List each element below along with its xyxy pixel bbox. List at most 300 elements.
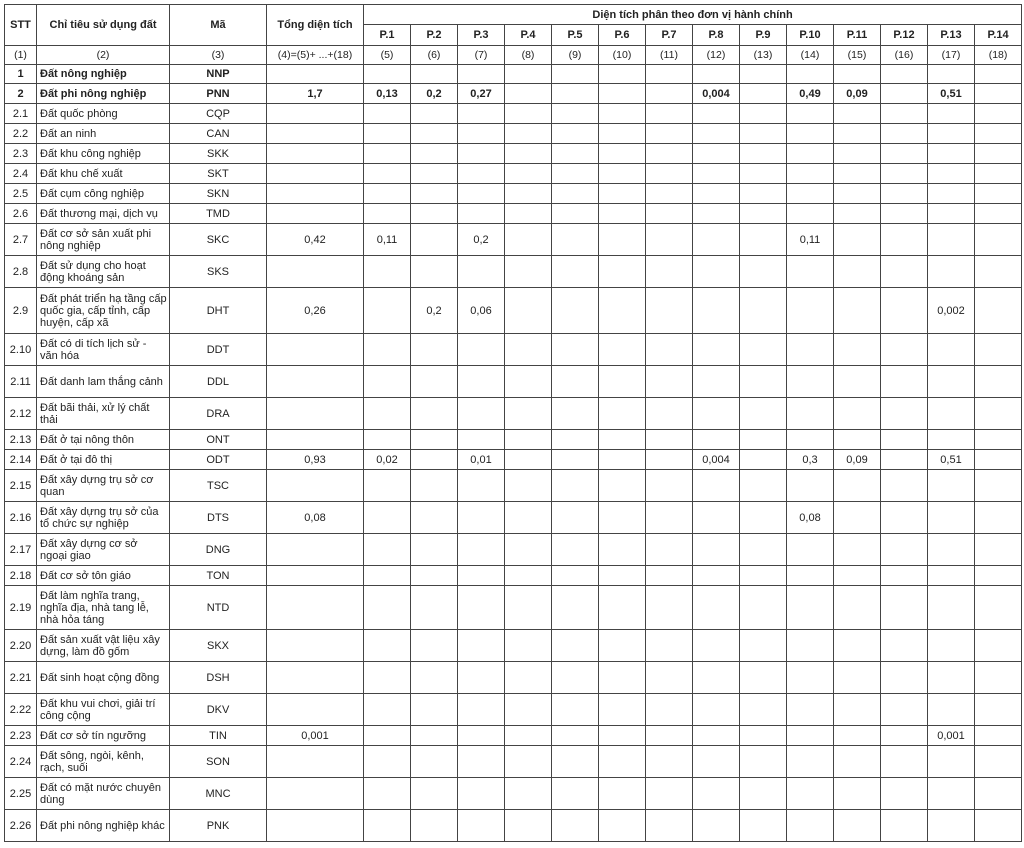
row-ward-11-area	[834, 810, 881, 842]
row-ward-5-area	[552, 534, 599, 566]
row-stt: 2.3	[5, 144, 37, 164]
row-ward-2-area	[411, 124, 458, 144]
row-total-area: 0,93	[267, 450, 364, 470]
row-ward-6-area	[599, 124, 646, 144]
row-ward-12-area	[881, 470, 928, 502]
row-stt: 2.25	[5, 778, 37, 810]
row-land-use-name: Đất an ninh	[37, 124, 170, 144]
row-ward-5-area	[552, 502, 599, 534]
row-ward-14-area	[975, 534, 1022, 566]
row-code: PNK	[170, 810, 267, 842]
row-ward-6-area	[599, 366, 646, 398]
row-ward-10-area	[787, 566, 834, 586]
row-ward-4-area	[505, 398, 552, 430]
column-index-cell: (18)	[975, 46, 1022, 65]
row-ward-3-area	[458, 586, 505, 630]
row-ward-4-area	[505, 662, 552, 694]
row-stt: 2.4	[5, 164, 37, 184]
row-ward-6-area	[599, 164, 646, 184]
row-ward-6-area	[599, 450, 646, 470]
row-ward-4-area	[505, 224, 552, 256]
row-ward-4-area	[505, 746, 552, 778]
row-total-area	[267, 204, 364, 224]
row-land-use-name: Đất sinh hoạt cộng đồng	[37, 662, 170, 694]
row-ward-5-area	[552, 288, 599, 334]
row-ward-3-area	[458, 430, 505, 450]
header-ward-9: P.9	[740, 25, 787, 46]
row-ward-6-area	[599, 470, 646, 502]
row-total-area	[267, 104, 364, 124]
row-ward-7-area	[646, 566, 693, 586]
row-ward-10-area	[787, 65, 834, 84]
row-ward-13-area: 0,002	[928, 288, 975, 334]
header-ward-10: P.10	[787, 25, 834, 46]
row-stt: 2.10	[5, 334, 37, 366]
row-stt: 2.17	[5, 534, 37, 566]
row-ward-13-area: 0,001	[928, 726, 975, 746]
row-ward-13-area	[928, 502, 975, 534]
row-ward-2-area	[411, 450, 458, 470]
row-ward-6-area	[599, 104, 646, 124]
row-ward-4-area	[505, 124, 552, 144]
row-stt: 2.18	[5, 566, 37, 586]
row-ward-11-area	[834, 144, 881, 164]
row-ward-13-area	[928, 534, 975, 566]
table-row	[5, 288, 1022, 334]
row-ward-2-area	[411, 662, 458, 694]
row-ward-2-area	[411, 534, 458, 566]
row-ward-11-area	[834, 694, 881, 726]
row-ward-5-area	[552, 65, 599, 84]
row-ward-12-area	[881, 694, 928, 726]
row-ward-14-area	[975, 144, 1022, 164]
row-ward-13-area: 0,51	[928, 84, 975, 104]
row-ward-11-area: 0,09	[834, 450, 881, 470]
row-ward-10-area	[787, 694, 834, 726]
row-code: CAN	[170, 124, 267, 144]
row-ward-9-area	[740, 288, 787, 334]
row-ward-8-area	[693, 65, 740, 84]
row-ward-14-area	[975, 398, 1022, 430]
row-ward-7-area	[646, 144, 693, 164]
row-ward-5-area	[552, 334, 599, 366]
column-index-cell: (5)	[364, 46, 411, 65]
row-land-use-name: Đất xây dựng cơ sở ngoại giao	[37, 534, 170, 566]
row-ward-1-area	[364, 586, 411, 630]
row-ward-14-area	[975, 630, 1022, 662]
table-row	[5, 726, 1022, 746]
table-row	[5, 810, 1022, 842]
row-ward-10-area	[787, 398, 834, 430]
row-total-area	[267, 662, 364, 694]
row-total-area	[267, 124, 364, 144]
row-ward-9-area	[740, 256, 787, 288]
row-stt: 2.21	[5, 662, 37, 694]
row-ward-6-area	[599, 256, 646, 288]
row-code: NNP	[170, 65, 267, 84]
row-total-area	[267, 566, 364, 586]
row-ward-6-area	[599, 204, 646, 224]
row-ward-3-area	[458, 124, 505, 144]
row-ward-2-area	[411, 184, 458, 204]
row-ward-5-area	[552, 204, 599, 224]
row-ward-10-area: 0,49	[787, 84, 834, 104]
row-ward-10-area	[787, 586, 834, 630]
row-ward-5-area	[552, 778, 599, 810]
row-stt: 2.15	[5, 470, 37, 502]
row-ward-14-area	[975, 746, 1022, 778]
row-total-area	[267, 810, 364, 842]
row-ward-9-area	[740, 470, 787, 502]
column-index-cell: (3)	[170, 46, 267, 65]
row-ward-13-area	[928, 224, 975, 256]
row-ward-4-area	[505, 204, 552, 224]
row-total-area	[267, 534, 364, 566]
row-ward-6-area	[599, 224, 646, 256]
row-ward-14-area	[975, 204, 1022, 224]
row-ward-2-area	[411, 65, 458, 84]
table-row	[5, 586, 1022, 630]
row-ward-7-area	[646, 366, 693, 398]
row-ward-3-area: 0,2	[458, 224, 505, 256]
row-ward-8-area	[693, 630, 740, 662]
row-total-area	[267, 630, 364, 662]
row-code: TMD	[170, 204, 267, 224]
row-stt: 2.5	[5, 184, 37, 204]
row-ward-11-area	[834, 586, 881, 630]
column-index-cell: (13)	[740, 46, 787, 65]
row-ward-13-area	[928, 204, 975, 224]
row-ward-4-area	[505, 630, 552, 662]
row-ward-14-area	[975, 502, 1022, 534]
row-ward-11-area	[834, 662, 881, 694]
row-ward-11-area	[834, 566, 881, 586]
header-ward-4: P.4	[505, 25, 552, 46]
row-ward-11-area	[834, 104, 881, 124]
row-ward-2-area	[411, 502, 458, 534]
row-land-use-name: Đất phát triển hạ tầng cấp quốc gia, cấp tỉnh, cấp huyện, cấp xã	[37, 288, 170, 334]
row-ward-2-area	[411, 726, 458, 746]
row-ward-1-area	[364, 65, 411, 84]
row-ward-13-area	[928, 164, 975, 184]
row-ward-5-area	[552, 566, 599, 586]
row-ward-10-area	[787, 164, 834, 184]
row-land-use-name: Đất phi nông nghiệp	[37, 84, 170, 104]
row-ward-2-area	[411, 566, 458, 586]
row-ward-14-area	[975, 124, 1022, 144]
row-ward-9-area	[740, 534, 787, 566]
row-ward-6-area	[599, 144, 646, 164]
row-ward-3-area	[458, 144, 505, 164]
header-area-by-administrative-unit: Diện tích phân theo đơn vị hành chính	[364, 5, 1022, 25]
row-total-area	[267, 65, 364, 84]
row-land-use-name: Đất bãi thải, xử lý chất thải	[37, 398, 170, 430]
row-stt: 2.12	[5, 398, 37, 430]
row-code: SKX	[170, 630, 267, 662]
row-ward-11-area	[834, 502, 881, 534]
row-total-area	[267, 164, 364, 184]
row-ward-4-area	[505, 366, 552, 398]
row-ward-6-area	[599, 502, 646, 534]
row-ward-11-area	[834, 164, 881, 184]
row-code: DDL	[170, 366, 267, 398]
row-ward-10-area	[787, 778, 834, 810]
row-ward-7-area	[646, 586, 693, 630]
row-ward-4-area	[505, 430, 552, 450]
row-land-use-name: Đất sử dụng cho hoạt động khoáng sản	[37, 256, 170, 288]
row-stt: 2.8	[5, 256, 37, 288]
row-code: SKK	[170, 144, 267, 164]
row-ward-10-area	[787, 726, 834, 746]
row-ward-3-area	[458, 746, 505, 778]
row-ward-9-area	[740, 566, 787, 586]
table-row	[5, 778, 1022, 810]
row-ward-7-area	[646, 256, 693, 288]
row-ward-3-area	[458, 65, 505, 84]
table-row	[5, 256, 1022, 288]
row-ward-5-area	[552, 144, 599, 164]
row-ward-2-area	[411, 204, 458, 224]
row-ward-12-area	[881, 184, 928, 204]
row-ward-6-area	[599, 184, 646, 204]
row-ward-4-area	[505, 184, 552, 204]
row-ward-2-area	[411, 694, 458, 726]
row-ward-11-area: 0,09	[834, 84, 881, 104]
row-ward-3-area	[458, 630, 505, 662]
row-land-use-name: Đất xây dựng trụ sở cơ quan	[37, 470, 170, 502]
row-ward-12-area	[881, 810, 928, 842]
row-ward-2-area	[411, 144, 458, 164]
row-ward-5-area	[552, 694, 599, 726]
row-ward-3-area	[458, 694, 505, 726]
row-code: SKT	[170, 164, 267, 184]
row-stt: 2.19	[5, 586, 37, 630]
row-ward-14-area	[975, 662, 1022, 694]
row-ward-12-area	[881, 630, 928, 662]
row-land-use-name: Đất khu công nghiệp	[37, 144, 170, 164]
row-ward-12-area	[881, 726, 928, 746]
row-ward-10-area	[787, 430, 834, 450]
row-ward-5-area	[552, 430, 599, 450]
row-ward-4-area	[505, 144, 552, 164]
column-index-cell: (4)=(5)+ ...+(18)	[267, 46, 364, 65]
row-ward-7-area	[646, 450, 693, 470]
row-ward-1-area	[364, 204, 411, 224]
row-ward-9-area	[740, 144, 787, 164]
row-ward-12-area	[881, 288, 928, 334]
row-code: PNN	[170, 84, 267, 104]
row-ward-5-area	[552, 630, 599, 662]
row-ward-7-area	[646, 726, 693, 746]
row-total-area	[267, 398, 364, 430]
row-ward-3-area	[458, 470, 505, 502]
row-stt: 2.1	[5, 104, 37, 124]
row-ward-12-area	[881, 366, 928, 398]
table-row	[5, 164, 1022, 184]
row-ward-3-area	[458, 502, 505, 534]
row-ward-4-area	[505, 778, 552, 810]
row-ward-14-area	[975, 726, 1022, 746]
row-ward-9-area	[740, 398, 787, 430]
row-ward-4-area	[505, 334, 552, 366]
row-ward-4-area	[505, 104, 552, 124]
row-land-use-name: Đất khu vui chơi, giải trí công cộng	[37, 694, 170, 726]
row-ward-11-area	[834, 288, 881, 334]
row-ward-9-area	[740, 450, 787, 470]
row-ward-12-area	[881, 398, 928, 430]
row-ward-10-area	[787, 470, 834, 502]
row-ward-8-area	[693, 184, 740, 204]
row-land-use-name: Đất danh lam thắng cảnh	[37, 366, 170, 398]
row-ward-7-area	[646, 810, 693, 842]
row-ward-1-area	[364, 694, 411, 726]
row-ward-5-area	[552, 124, 599, 144]
row-ward-14-area	[975, 566, 1022, 586]
row-code: TON	[170, 566, 267, 586]
row-land-use-name: Đất có di tích lịch sử - văn hóa	[37, 334, 170, 366]
row-ward-1-area	[364, 288, 411, 334]
row-ward-1-area	[364, 566, 411, 586]
row-ward-14-area	[975, 470, 1022, 502]
row-ward-4-area	[505, 470, 552, 502]
row-land-use-name: Đất quốc phòng	[37, 104, 170, 124]
row-ward-9-area	[740, 334, 787, 366]
row-ward-10-area: 0,11	[787, 224, 834, 256]
row-ward-3-area	[458, 662, 505, 694]
row-ward-7-area	[646, 164, 693, 184]
row-ward-11-area	[834, 630, 881, 662]
row-ward-4-area	[505, 566, 552, 586]
table-row	[5, 334, 1022, 366]
row-ward-5-area	[552, 726, 599, 746]
row-stt: 1	[5, 65, 37, 84]
row-code: ONT	[170, 430, 267, 450]
row-code: ODT	[170, 450, 267, 470]
row-ward-7-area	[646, 204, 693, 224]
header-ward-14: P.14	[975, 25, 1022, 46]
row-ward-8-area	[693, 334, 740, 366]
row-code: SKC	[170, 224, 267, 256]
row-ward-3-area: 0,06	[458, 288, 505, 334]
row-ward-4-area	[505, 810, 552, 842]
row-ward-11-area	[834, 224, 881, 256]
row-ward-7-area	[646, 534, 693, 566]
row-ward-12-area	[881, 65, 928, 84]
row-ward-10-area	[787, 144, 834, 164]
row-ward-4-area	[505, 450, 552, 470]
row-total-area	[267, 694, 364, 726]
row-ward-4-area	[505, 502, 552, 534]
row-ward-6-area	[599, 810, 646, 842]
row-ward-5-area	[552, 746, 599, 778]
row-ward-5-area	[552, 470, 599, 502]
table-row	[5, 65, 1022, 84]
row-land-use-name: Đất sản xuất vật liệu xây dựng, làm đồ gốm	[37, 630, 170, 662]
row-ward-8-area	[693, 694, 740, 726]
row-land-use-name: Đất sông, ngòi, kênh, rạch, suối	[37, 746, 170, 778]
header-ward-1: P.1	[364, 25, 411, 46]
row-ward-10-area	[787, 366, 834, 398]
column-index-cell: (1)	[5, 46, 37, 65]
row-ward-13-area	[928, 630, 975, 662]
row-code: TSC	[170, 470, 267, 502]
row-ward-5-area	[552, 586, 599, 630]
row-ward-12-area	[881, 450, 928, 470]
table-row	[5, 144, 1022, 164]
row-total-area: 1,7	[267, 84, 364, 104]
row-ward-7-area	[646, 84, 693, 104]
header-ward-6: P.6	[599, 25, 646, 46]
row-ward-5-area	[552, 184, 599, 204]
row-stt: 2.24	[5, 746, 37, 778]
row-ward-10-area: 0,08	[787, 502, 834, 534]
row-ward-9-area	[740, 726, 787, 746]
row-stt: 2.7	[5, 224, 37, 256]
row-ward-12-area	[881, 662, 928, 694]
row-ward-6-area	[599, 726, 646, 746]
row-ward-12-area	[881, 124, 928, 144]
row-ward-2-area	[411, 398, 458, 430]
column-index-cell: (9)	[552, 46, 599, 65]
row-ward-8-area	[693, 366, 740, 398]
row-ward-14-area	[975, 430, 1022, 450]
row-ward-14-area	[975, 104, 1022, 124]
row-ward-1-area	[364, 470, 411, 502]
row-ward-14-area	[975, 810, 1022, 842]
header-stt: STT	[5, 5, 37, 46]
row-ward-6-area	[599, 630, 646, 662]
row-ward-10-area	[787, 746, 834, 778]
row-ward-5-area	[552, 450, 599, 470]
land-use-table-container	[4, 4, 1022, 842]
row-ward-8-area	[693, 144, 740, 164]
row-ward-2-area	[411, 256, 458, 288]
row-ward-5-area	[552, 224, 599, 256]
header-ward-11: P.11	[834, 25, 881, 46]
row-total-area: 0,26	[267, 288, 364, 334]
row-ward-13-area	[928, 566, 975, 586]
header-total-area: Tổng diện tích	[267, 5, 364, 46]
row-ward-7-area	[646, 502, 693, 534]
row-ward-12-area	[881, 586, 928, 630]
row-ward-11-area	[834, 65, 881, 84]
row-stt: 2.2	[5, 124, 37, 144]
row-stt: 2.26	[5, 810, 37, 842]
row-ward-1-area	[364, 256, 411, 288]
row-ward-3-area	[458, 104, 505, 124]
row-ward-11-area	[834, 778, 881, 810]
row-code: CQP	[170, 104, 267, 124]
row-total-area	[267, 586, 364, 630]
row-ward-1-area: 0,13	[364, 84, 411, 104]
row-ward-8-area	[693, 164, 740, 184]
table-row	[5, 694, 1022, 726]
row-ward-7-area	[646, 65, 693, 84]
row-ward-9-area	[740, 224, 787, 256]
row-ward-1-area	[364, 184, 411, 204]
row-ward-5-area	[552, 256, 599, 288]
row-ward-13-area	[928, 662, 975, 694]
row-stt: 2.16	[5, 502, 37, 534]
table-row	[5, 566, 1022, 586]
row-stt: 2.11	[5, 366, 37, 398]
row-ward-12-area	[881, 84, 928, 104]
row-ward-5-area	[552, 104, 599, 124]
row-ward-10-area	[787, 104, 834, 124]
row-total-area	[267, 256, 364, 288]
row-ward-3-area: 0,01	[458, 450, 505, 470]
row-ward-6-area	[599, 288, 646, 334]
